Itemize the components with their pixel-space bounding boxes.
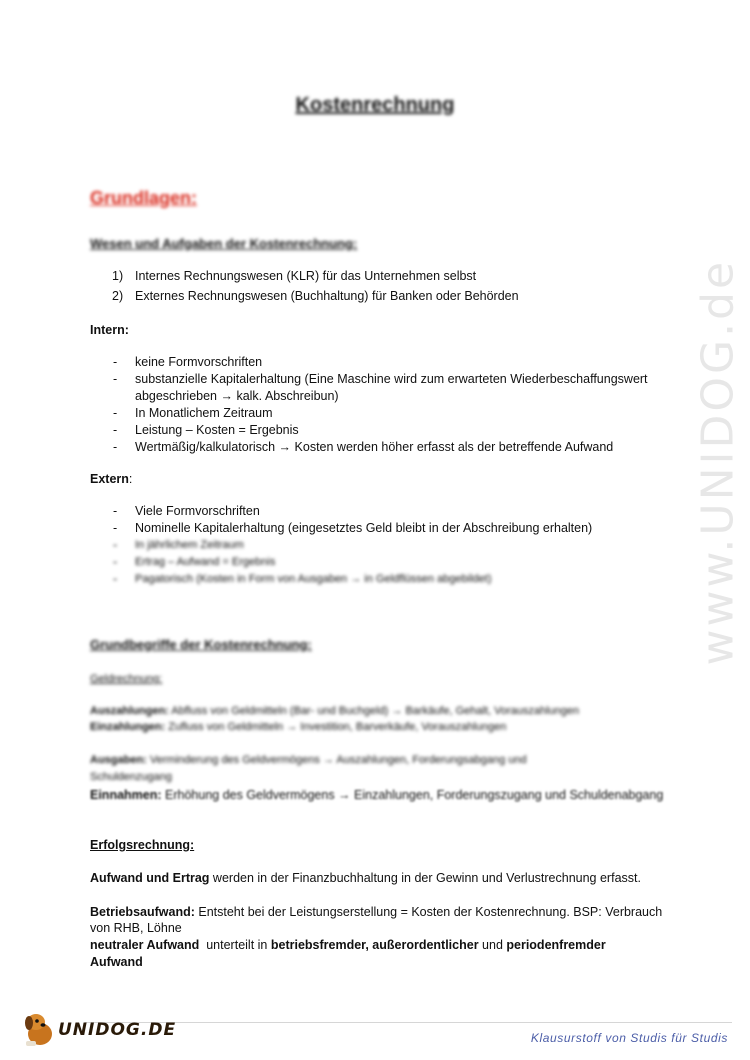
list-item-continuation: abgeschrieben → kalk. Abschreibun) <box>135 389 339 403</box>
dog-logo-icon <box>22 1008 58 1048</box>
list-item: substanzielle Kapitalerhaltung (Eine Maschine wird zum erwarteten Wiederbeschaffungswert <box>135 372 648 386</box>
footer-slogan: Klausurstoff von Studis für Studis <box>530 1031 728 1045</box>
list-item: Externes Rechnungswesen (Buchhaltung) für Banken oder Behörden <box>135 289 519 303</box>
definition-text: Abfluss von Geldmitteln (Bar- und Buchgeld) → Barkäufe, Gehalt, Vorauszahlungen <box>168 705 580 717</box>
definition-line-continuation <box>90 771 172 783</box>
paragraph-text: unterteilt in <box>199 938 271 952</box>
list-item: Internes Rechnungswesen (KLR) für das Unternehmen selbst <box>135 269 477 283</box>
bold-term: Betriebsaufwand: <box>90 905 195 919</box>
heading-grundbegriffe: Grundbegriffe der Kostenrechnung: <box>90 637 312 652</box>
paragraph-text: und <box>478 938 507 952</box>
paragraph-continuation: Aufwand <box>90 955 143 969</box>
bullet-dash: - <box>113 572 118 586</box>
heading-erfolgsrechnung: Erfolgsrechnung: <box>90 838 195 852</box>
list-item: In jährlichem Zeitraum <box>135 539 244 551</box>
bullet-dash: - <box>113 372 118 386</box>
definition-term: Einnahmen: <box>90 788 162 802</box>
definition-text: Zufluss von Geldmitteln → Investition, Barverkäufe, Vorauszahlungen <box>165 721 507 733</box>
paragraph-betriebsaufwand <box>90 905 662 919</box>
paragraph-text: Entsteht bei der Leistungserstellung = Kosten der Kostenrechnung. BSP: Verbrauch <box>194 905 663 919</box>
bullet-dash: - <box>113 440 118 454</box>
paragraph-text: werden in der Finanzbuchhaltung in der Gewinn und Verlustrechnung erfasst. <box>209 871 641 885</box>
definition-line <box>90 788 663 802</box>
definition-line <box>90 721 506 733</box>
paragraph-neutraler-aufwand <box>90 938 606 952</box>
bullet-dash: - <box>113 423 118 437</box>
definition-text: Verminderung des Geldvermögens → Auszahlungen, Forderungsabgang und <box>146 754 527 766</box>
paragraph-continuation: von RHB, Löhne <box>90 921 182 935</box>
heading-geldrechnung: Geldrechnung: <box>90 673 163 685</box>
list-number: 2) <box>112 289 124 303</box>
bold-term: periodenfremder <box>506 938 606 952</box>
bullet-dash: - <box>113 521 118 535</box>
definition-text: Erhöhung des Geldvermögens → Einzahlungen, Forderungszugang und Schuldenabgang <box>161 788 664 802</box>
bullet-dash: - <box>113 538 118 552</box>
bullet-dash: - <box>113 555 118 569</box>
definition-term: Einzahlungen: <box>90 721 166 733</box>
definition-term: Ausgaben: <box>90 754 147 766</box>
paragraph-aufwand-ertrag <box>90 871 641 885</box>
label-intern: Intern: <box>90 323 129 337</box>
list-item: In Monatlichem Zeitraum <box>135 406 273 420</box>
definition-line <box>90 705 579 717</box>
definition-line <box>90 754 527 766</box>
bold-term: neutraler Aufwand <box>90 938 200 952</box>
bold-term: Aufwand und Ertrag <box>90 871 210 885</box>
watermark: www.UNIDOG.de <box>692 258 744 666</box>
label-extern-text: Extern <box>90 472 129 486</box>
list-item: Leistung – Kosten = Ergebnis <box>135 423 299 437</box>
list-item: Nominelle Kapitalerhaltung (eingesetztes Geld bleibt in der Abschreibung erhalten) <box>135 521 593 535</box>
list-number: 1) <box>112 269 124 283</box>
list-item: keine Formvorschriften <box>135 355 263 369</box>
definition-term: Auszahlungen: <box>90 705 169 717</box>
list-item: Ertrag – Aufwand = Ergebnis <box>135 556 276 568</box>
page-title: Kostenrechnung <box>295 94 455 116</box>
list-item: Pagatorisch (Kosten in Form von Ausgaben → in Geldflüssen abgebildet) <box>135 573 492 585</box>
bullet-dash: - <box>113 406 118 420</box>
footer-divider <box>85 1022 732 1023</box>
logo-text: UNIDOG.DE <box>58 1020 177 1040</box>
list-item: Viele Formvorschriften <box>135 504 260 518</box>
definition-text: Schuldenzugang <box>90 771 172 783</box>
heading-wesen-aufgaben: Wesen und Aufgaben der Kostenrechnung: <box>90 236 358 251</box>
list-item: Wertmäßig/kalkulatorisch → Kosten werden höher erfasst als der betreffende Aufwand <box>135 440 614 454</box>
label-extern-colon: : <box>128 472 133 486</box>
bullet-dash: - <box>113 504 118 518</box>
section-heading-grundlagen: Grundlagen: <box>90 188 197 208</box>
bold-term: betriebsfremder, außerordentlicher <box>270 938 479 952</box>
label-extern <box>90 472 132 486</box>
bullet-dash: - <box>113 355 118 369</box>
